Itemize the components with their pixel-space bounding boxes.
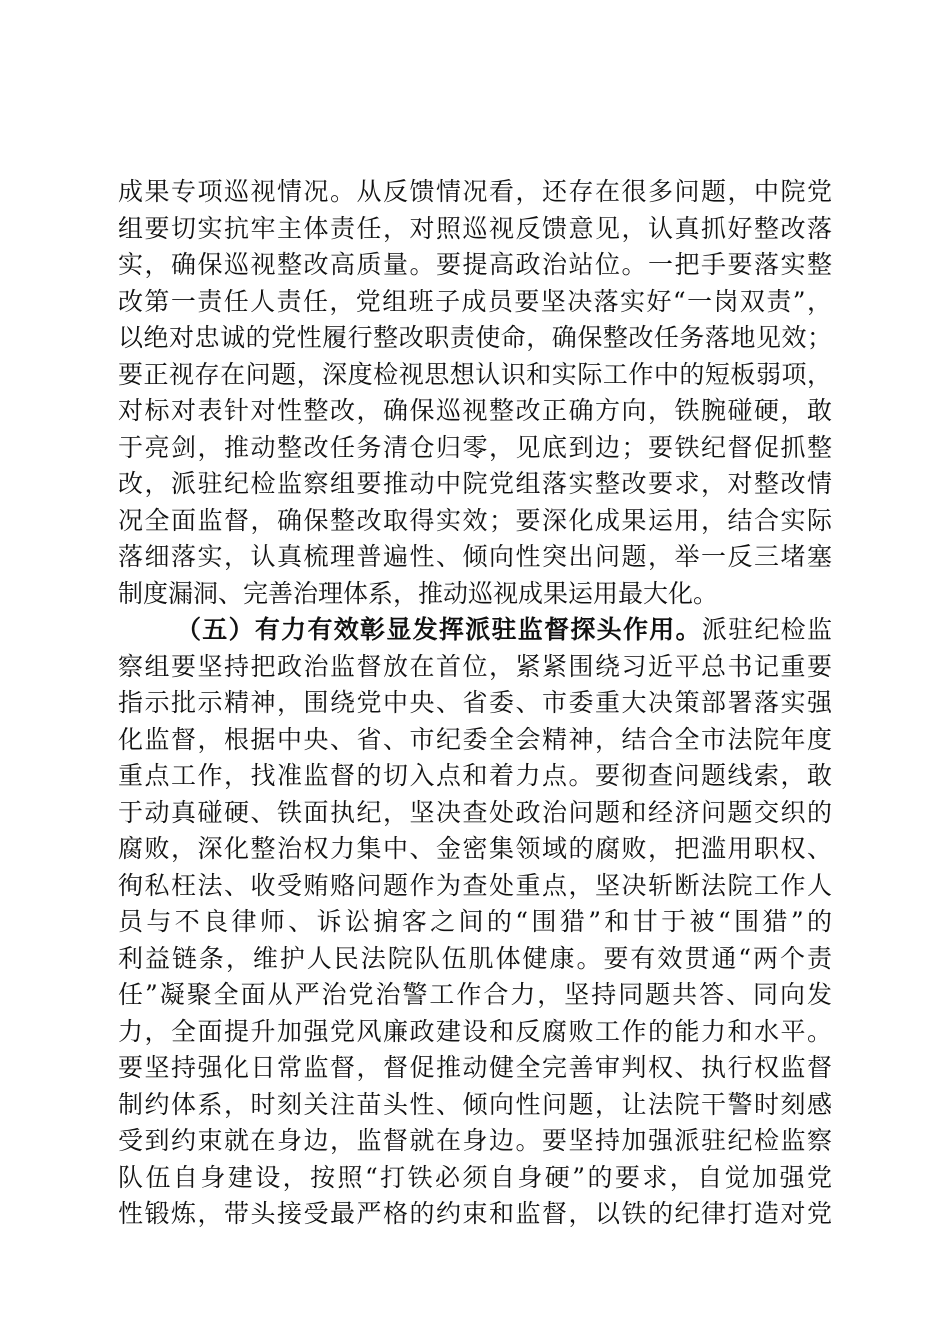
text-line: 力，全面提升加强党风廉政建设和反腐败工作的能力和水平。 bbox=[118, 1016, 832, 1046]
heading-line-rest: 派驻纪检监 bbox=[701, 615, 832, 644]
section-heading: （五）有力有效彰显发挥派驻监督探头作用。 bbox=[176, 615, 702, 644]
text-line: 要正视存在问题，深度检视思想认识和实际工作中的短板弱项， bbox=[118, 359, 832, 389]
text-line: 于亮剑，推动整改任务清仓归零，见底到边；要铁纪督促抓整 bbox=[118, 432, 832, 462]
text-line: 指示批示精神，围绕党中央、省委、市委重大决策部署落实强 bbox=[118, 688, 832, 717]
text-line: 于动真碰硬、铁面执纪，坚决查处政治问题和经济问题交织的 bbox=[118, 797, 832, 827]
text-line: 察组要坚持把政治监督放在首位，紧紧围绕习近平总书记重要 bbox=[118, 651, 832, 681]
text-line: 要坚持强化日常监督，督促推动健全完善审判权、执行权监督 bbox=[118, 1053, 832, 1082]
text-line: 重点工作，找准监督的切入点和着力点。要彻查问题线索，敢 bbox=[118, 761, 832, 790]
text-line: 以绝对忠诚的党性履行整改职责使命，确保整改任务落地见效； bbox=[118, 323, 832, 352]
document-body bbox=[118, 174, 832, 1233]
text-line: 组要切实抗牢主体责任，对照巡视反馈意见，认真抓好整改落 bbox=[118, 213, 832, 243]
paragraph-2 bbox=[118, 612, 832, 1233]
text-line: 制度漏洞、完善治理体系，推动巡视成果运用最大化。 bbox=[118, 578, 719, 608]
text-line: 成果专项巡视情况。从反馈情况看，还存在很多问题，中院党 bbox=[118, 177, 832, 206]
text-line: 改，派驻纪检监察组要推动中院党组落实整改要求，对整改情 bbox=[118, 469, 832, 498]
text-line: 性锻炼，带头接受最严格的约束和监督，以铁的纪律打造对党 bbox=[118, 1199, 832, 1228]
text-line: 利益链条，维护人民法院队伍肌体健康。要有效贯通“两个责 bbox=[118, 943, 832, 973]
text-line: 况全面监督，确保整改取得实效；要深化成果运用，结合实际 bbox=[118, 505, 832, 535]
text-line: 徇私枉法、收受贿赂问题作为查处重点，坚决斩断法院工作人 bbox=[118, 870, 832, 900]
text-line: 实，确保巡视整改高质量。要提高政治站位。一把手要落实整 bbox=[118, 250, 832, 279]
text-line: 队伍自身建设，按照“打铁必须自身硬”的要求，自觉加强党 bbox=[118, 1162, 832, 1192]
text-line: 制约体系，时刻关注苗头性、倾向性问题，让法院干警时刻感 bbox=[118, 1089, 832, 1119]
text-line: 腐败，深化整治权力集中、金密集领域的腐败，把滥用职权、 bbox=[118, 834, 832, 863]
text-line: 化监督，根据中央、省、市纪委全会精神，结合全市法院年度 bbox=[118, 724, 832, 754]
text-line: 落细落实，认真梳理普遍性、倾向性突出问题，举一反三堵塞 bbox=[118, 542, 832, 571]
text-line bbox=[118, 612, 832, 649]
text-line: 改第一责任人责任，党组班子成员要坚决落实好“一岗双责”， bbox=[118, 286, 832, 316]
paragraph-1 bbox=[118, 174, 832, 612]
text-line: 对标对表针对性整改，确保巡视整改正确方向，铁腕碰硬，敢 bbox=[118, 396, 832, 425]
text-line: 任”凝聚全面从严治党治警工作合力，坚持同题共答、同向发 bbox=[118, 980, 832, 1009]
text-line: 受到约束就在身边，监督就在身边。要坚持加强派驻纪检监察 bbox=[118, 1126, 832, 1155]
text-line: 员与不良律师、诉讼掮客之间的“围猎”和甘于被“围猎”的 bbox=[118, 907, 832, 936]
